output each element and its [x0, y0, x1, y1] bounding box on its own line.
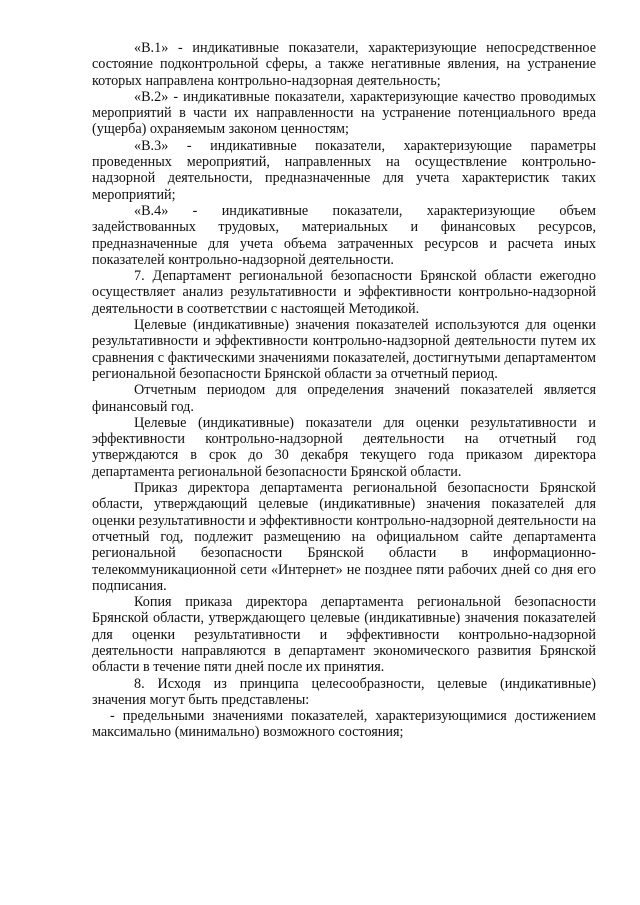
paragraph-order-publication: Приказ директора департамента региональной безопасности Брянской области, утверждающий целевые (индикативные) значения показателей для оценки результативности и эффективности контрольно-надзорной деятельности на отчетный год, подлежит размещению на официальном сайте департамента региональной безопасности Брянской области в информационно-телекоммуникационной сети «Интернет» не позднее пяти рабочих дней со дня его подписания. [92, 480, 596, 594]
list-item-limit-values: - предельными значениями показателей, характеризующимися достижением максимально (минимально) возможного состояния; [92, 708, 596, 741]
paragraph-section-8: 8. Исходя из принципа целесообразности, целевые (индикативные) значения могут быть представлены: [92, 675, 596, 708]
paragraph-indicator-v2: «В.2» - индикативные показатели, характеризующие качество проводимых мероприятий в части их направленности на устранение потенциального вреда (ущерба) охраняемым законом ценностям; [92, 88, 596, 138]
paragraph-target-approval: Целевые (индикативные) показатели для оценки результативности и эффективности контрольно-надзорной деятельности на отчетный год утверждаются в срок до 30 декабря текущего года приказом директора департамента региональной безопасности Брянской области. [92, 414, 596, 480]
paragraph-order-copy: Копия приказа директора департамента региональной безопасности Брянской области, утверждающего целевые (индикативные) значения показателей для оценки результативности и эффективности контрольно-надзорной деятельности направляются в департамент экономического развития Брянской области в течение пяти дней после их принятия. [92, 594, 596, 676]
paragraph-reporting-period: Отчетным периодом для определения значений показателей является финансовый год. [92, 382, 596, 415]
paragraph-indicator-v3: «В.3» - индикативные показатели, характеризующие параметры проведенных мероприятий, направленных на осуществление контрольно-надзорной деятельности, предназначенные для учета характеристик таких мероприятий; [92, 137, 596, 203]
paragraph-indicator-v1: «В.1» - индикативные показатели, характеризующие непосредственное состояние подконтрольной сферы, а также негативные явления, на устранение которых направлена контрольно-надзорная деятельность; [92, 40, 596, 89]
paragraph-target-values-usage: Целевые (индикативные) значения показателей используются для оценки результативности и эффективности контрольно-надзорной деятельности путем их сравнения с фактическими значениями показателей, достигнутыми департаментом региональной безопасности Брянской области за отчетный период. [92, 317, 596, 382]
document-body [92, 40, 596, 741]
paragraph-indicator-v4: «В.4» - индикативные показатели, характеризующие объем задействованных трудовых, материальных и финансовых ресурсов, предназначенные для учета объема затраченных ресурсов и расчета иных показателей контрольно-надзорной деятельности. [92, 202, 596, 268]
paragraph-section-7: 7. Департамент региональной безопасности Брянской области ежегодно осуществляет анализ результативности и эффективности контрольно-надзорной деятельности в соответствии с настоящей Методикой. [92, 268, 596, 317]
